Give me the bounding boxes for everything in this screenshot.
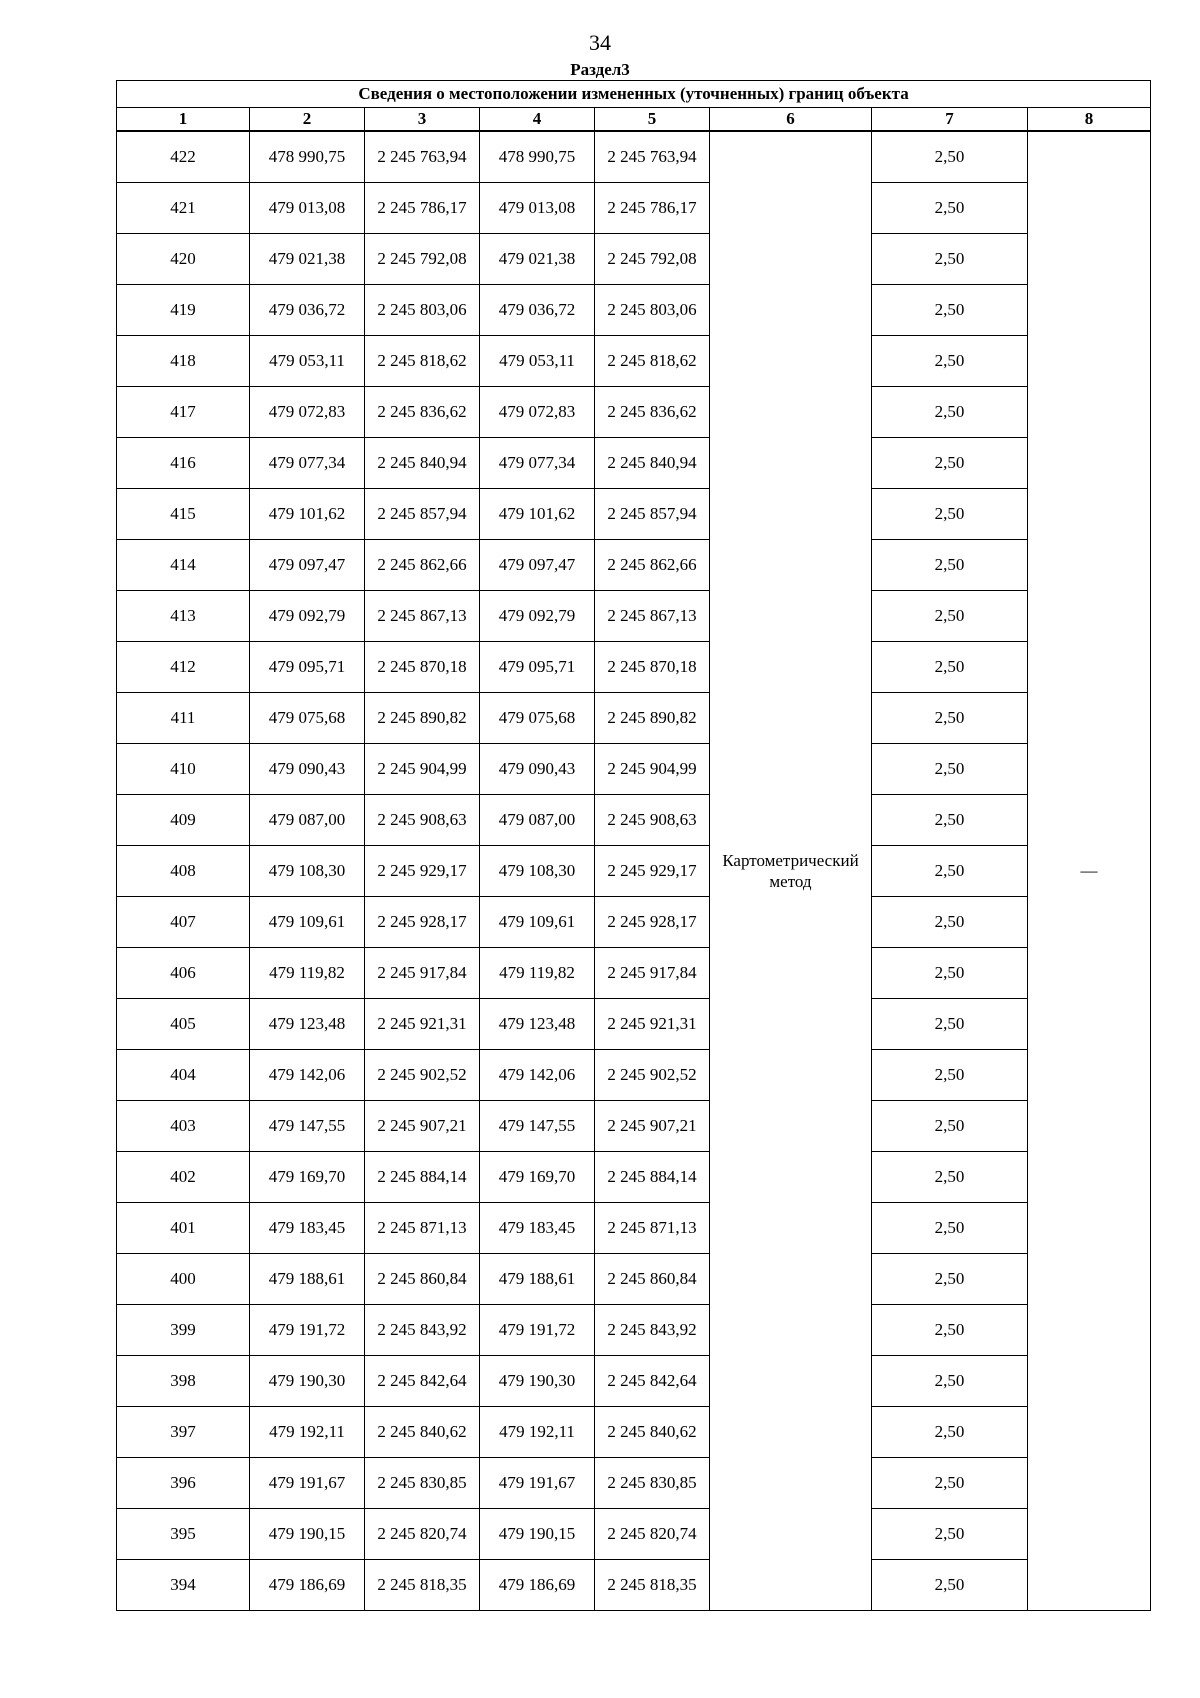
page-number: 34 [589, 30, 611, 55]
y-coordinate-cell: 2 245 908,63 [595, 795, 710, 846]
accuracy-cell: 2,50 [872, 1356, 1028, 1407]
x-coordinate-cell: 479 186,69 [250, 1560, 365, 1611]
point-number-cell: 405 [117, 999, 250, 1050]
x-coordinate-cell: 479 013,08 [480, 183, 595, 234]
x-coordinate-cell: 478 990,75 [250, 131, 365, 183]
y-coordinate-cell: 2 245 843,92 [595, 1305, 710, 1356]
table-row [117, 336, 1151, 387]
x-coordinate-cell: 479 123,48 [480, 999, 595, 1050]
y-coordinate-cell: 2 245 907,21 [595, 1101, 710, 1152]
x-coordinate-cell: 479 169,70 [250, 1152, 365, 1203]
x-coordinate-cell: 479 169,70 [480, 1152, 595, 1203]
x-coordinate-cell: 479 075,68 [480, 693, 595, 744]
x-coordinate-cell: 479 090,43 [250, 744, 365, 795]
x-coordinate-cell: 479 075,68 [250, 693, 365, 744]
y-coordinate-cell: 2 245 842,64 [595, 1356, 710, 1407]
y-coordinate-cell: 2 245 763,94 [595, 131, 710, 183]
table-row [117, 1152, 1151, 1203]
point-number-cell: 422 [117, 131, 250, 183]
x-coordinate-cell: 479 053,11 [250, 336, 365, 387]
method-cell: Картометрический метод [710, 131, 872, 1611]
accuracy-cell: 2,50 [872, 183, 1028, 234]
point-number-cell: 414 [117, 540, 250, 591]
y-coordinate-cell: 2 245 857,94 [365, 489, 480, 540]
accuracy-cell: 2,50 [872, 387, 1028, 438]
accuracy-cell: 2,50 [872, 1458, 1028, 1509]
point-number-cell: 394 [117, 1560, 250, 1611]
y-coordinate-cell: 2 245 857,94 [595, 489, 710, 540]
point-number-cell: 408 [117, 846, 250, 897]
x-coordinate-cell: 479 095,71 [480, 642, 595, 693]
y-coordinate-cell: 2 245 840,94 [365, 438, 480, 489]
y-coordinate-cell: 2 245 921,31 [365, 999, 480, 1050]
accuracy-cell: 2,50 [872, 693, 1028, 744]
point-number-cell: 395 [117, 1509, 250, 1560]
y-coordinate-cell: 2 245 763,94 [365, 131, 480, 183]
table-row [117, 897, 1151, 948]
table-row [117, 642, 1151, 693]
table-row [117, 1203, 1151, 1254]
x-coordinate-cell: 479 072,83 [480, 387, 595, 438]
accuracy-cell: 2,50 [872, 642, 1028, 693]
y-coordinate-cell: 2 245 902,52 [365, 1050, 480, 1101]
point-number-cell: 398 [117, 1356, 250, 1407]
x-coordinate-cell: 479 077,34 [250, 438, 365, 489]
point-number-cell: 415 [117, 489, 250, 540]
x-coordinate-cell: 479 101,62 [480, 489, 595, 540]
x-coordinate-cell: 479 191,67 [250, 1458, 365, 1509]
table-row [117, 489, 1151, 540]
point-number-cell: 419 [117, 285, 250, 336]
column-number: 6 [710, 108, 872, 132]
accuracy-cell: 2,50 [872, 1509, 1028, 1560]
y-coordinate-cell: 2 245 818,62 [595, 336, 710, 387]
x-coordinate-cell: 479 092,79 [480, 591, 595, 642]
x-coordinate-cell: 479 188,61 [250, 1254, 365, 1305]
table-row [117, 1407, 1151, 1458]
table-row [117, 234, 1151, 285]
point-number-cell: 406 [117, 948, 250, 999]
table-row [117, 183, 1151, 234]
y-coordinate-cell: 2 245 908,63 [365, 795, 480, 846]
y-coordinate-cell: 2 245 860,84 [595, 1254, 710, 1305]
x-coordinate-cell: 479 087,00 [250, 795, 365, 846]
y-coordinate-cell: 2 245 840,62 [595, 1407, 710, 1458]
column8-cell: — [1028, 131, 1151, 1611]
y-coordinate-cell: 2 245 818,35 [365, 1560, 480, 1611]
y-coordinate-cell: 2 245 867,13 [595, 591, 710, 642]
y-coordinate-cell: 2 245 843,92 [365, 1305, 480, 1356]
y-coordinate-cell: 2 245 917,84 [595, 948, 710, 999]
y-coordinate-cell: 2 245 870,18 [365, 642, 480, 693]
accuracy-cell: 2,50 [872, 795, 1028, 846]
x-coordinate-cell: 479 021,38 [480, 234, 595, 285]
y-coordinate-cell: 2 245 928,17 [595, 897, 710, 948]
x-coordinate-cell: 479 087,00 [480, 795, 595, 846]
x-coordinate-cell: 479 190,30 [250, 1356, 365, 1407]
x-coordinate-cell: 479 123,48 [250, 999, 365, 1050]
y-coordinate-cell: 2 245 860,84 [365, 1254, 480, 1305]
x-coordinate-cell: 478 990,75 [480, 131, 595, 183]
point-number-cell: 412 [117, 642, 250, 693]
table-row [117, 1356, 1151, 1407]
y-coordinate-cell: 2 245 904,99 [365, 744, 480, 795]
x-coordinate-cell: 479 036,72 [480, 285, 595, 336]
point-number-cell: 421 [117, 183, 250, 234]
x-coordinate-cell: 479 147,55 [480, 1101, 595, 1152]
y-coordinate-cell: 2 245 836,62 [595, 387, 710, 438]
point-number-cell: 403 [117, 1101, 250, 1152]
table-row [117, 1509, 1151, 1560]
y-coordinate-cell: 2 245 836,62 [365, 387, 480, 438]
accuracy-cell: 2,50 [872, 948, 1028, 999]
table-row [117, 693, 1151, 744]
x-coordinate-cell: 479 109,61 [480, 897, 595, 948]
table-row [117, 591, 1151, 642]
accuracy-cell: 2,50 [872, 540, 1028, 591]
point-number-cell: 413 [117, 591, 250, 642]
table-row [117, 285, 1151, 336]
accuracy-cell: 2,50 [872, 846, 1028, 897]
x-coordinate-cell: 479 142,06 [250, 1050, 365, 1101]
accuracy-cell: 2,50 [872, 744, 1028, 795]
table-row [117, 1560, 1151, 1611]
y-coordinate-cell: 2 245 803,06 [365, 285, 480, 336]
column-number: 3 [365, 108, 480, 132]
y-coordinate-cell: 2 245 907,21 [365, 1101, 480, 1152]
x-coordinate-cell: 479 119,82 [480, 948, 595, 999]
point-number-cell: 399 [117, 1305, 250, 1356]
y-coordinate-cell: 2 245 818,35 [595, 1560, 710, 1611]
table-row [117, 387, 1151, 438]
y-coordinate-cell: 2 245 890,82 [595, 693, 710, 744]
y-coordinate-cell: 2 245 928,17 [365, 897, 480, 948]
accuracy-cell: 2,50 [872, 336, 1028, 387]
table-caption: Сведения о местоположении измененных (уточненных) границ объекта [117, 81, 1151, 108]
y-coordinate-cell: 2 245 884,14 [595, 1152, 710, 1203]
x-coordinate-cell: 479 191,67 [480, 1458, 595, 1509]
y-coordinate-cell: 2 245 792,08 [595, 234, 710, 285]
point-number-cell: 396 [117, 1458, 250, 1509]
x-coordinate-cell: 479 072,83 [250, 387, 365, 438]
table-row [117, 948, 1151, 999]
point-number-cell: 409 [117, 795, 250, 846]
point-number-cell: 397 [117, 1407, 250, 1458]
x-coordinate-cell: 479 097,47 [250, 540, 365, 591]
x-coordinate-cell: 479 183,45 [480, 1203, 595, 1254]
accuracy-cell: 2,50 [872, 285, 1028, 336]
x-coordinate-cell: 479 192,11 [250, 1407, 365, 1458]
y-coordinate-cell: 2 245 862,66 [365, 540, 480, 591]
x-coordinate-cell: 479 109,61 [250, 897, 365, 948]
y-coordinate-cell: 2 245 820,74 [365, 1509, 480, 1560]
y-coordinate-cell: 2 245 830,85 [595, 1458, 710, 1509]
table-caption-row [117, 81, 1151, 108]
accuracy-cell: 2,50 [872, 489, 1028, 540]
y-coordinate-cell: 2 245 818,62 [365, 336, 480, 387]
point-number-cell: 407 [117, 897, 250, 948]
y-coordinate-cell: 2 245 890,82 [365, 693, 480, 744]
x-coordinate-cell: 479 021,38 [250, 234, 365, 285]
table-row [117, 744, 1151, 795]
x-coordinate-cell: 479 013,08 [250, 183, 365, 234]
y-coordinate-cell: 2 245 921,31 [595, 999, 710, 1050]
x-coordinate-cell: 479 190,15 [250, 1509, 365, 1560]
y-coordinate-cell: 2 245 929,17 [365, 846, 480, 897]
accuracy-cell: 2,50 [872, 1305, 1028, 1356]
table-row [117, 1254, 1151, 1305]
y-coordinate-cell: 2 245 840,62 [365, 1407, 480, 1458]
accuracy-cell: 2,50 [872, 897, 1028, 948]
table-row [117, 1101, 1151, 1152]
table-row [117, 1305, 1151, 1356]
x-coordinate-cell: 479 090,43 [480, 744, 595, 795]
x-coordinate-cell: 479 191,72 [250, 1305, 365, 1356]
y-coordinate-cell: 2 245 917,84 [365, 948, 480, 999]
table-row [117, 540, 1151, 591]
column-number-row [117, 108, 1151, 132]
y-coordinate-cell: 2 245 842,64 [365, 1356, 480, 1407]
x-coordinate-cell: 479 108,30 [250, 846, 365, 897]
accuracy-cell: 2,50 [872, 1407, 1028, 1458]
accuracy-cell: 2,50 [872, 591, 1028, 642]
accuracy-cell: 2,50 [872, 1560, 1028, 1611]
point-number-cell: 402 [117, 1152, 250, 1203]
x-coordinate-cell: 479 142,06 [480, 1050, 595, 1101]
y-coordinate-cell: 2 245 792,08 [365, 234, 480, 285]
point-number-cell: 420 [117, 234, 250, 285]
point-number-cell: 417 [117, 387, 250, 438]
column-number: 4 [480, 108, 595, 132]
accuracy-cell: 2,50 [872, 1050, 1028, 1101]
y-coordinate-cell: 2 245 870,18 [595, 642, 710, 693]
x-coordinate-cell: 479 053,11 [480, 336, 595, 387]
table-row [117, 131, 1151, 183]
accuracy-cell: 2,50 [872, 999, 1028, 1050]
y-coordinate-cell: 2 245 871,13 [595, 1203, 710, 1254]
x-coordinate-cell: 479 147,55 [250, 1101, 365, 1152]
y-coordinate-cell: 2 245 862,66 [595, 540, 710, 591]
point-number-cell: 410 [117, 744, 250, 795]
column-number: 8 [1028, 108, 1151, 132]
x-coordinate-cell: 479 190,30 [480, 1356, 595, 1407]
y-coordinate-cell: 2 245 904,99 [595, 744, 710, 795]
accuracy-cell: 2,50 [872, 1203, 1028, 1254]
y-coordinate-cell: 2 245 786,17 [595, 183, 710, 234]
accuracy-cell: 2,50 [872, 234, 1028, 285]
x-coordinate-cell: 479 190,15 [480, 1509, 595, 1560]
coordinates-table [116, 80, 1151, 1611]
table-row [117, 438, 1151, 489]
y-coordinate-cell: 2 245 803,06 [595, 285, 710, 336]
x-coordinate-cell: 479 095,71 [250, 642, 365, 693]
table-row [117, 1050, 1151, 1101]
table-row [117, 846, 1151, 897]
accuracy-cell: 2,50 [872, 1101, 1028, 1152]
point-number-cell: 401 [117, 1203, 250, 1254]
y-coordinate-cell: 2 245 786,17 [365, 183, 480, 234]
section-title: Раздел3 [570, 60, 630, 79]
point-number-cell: 416 [117, 438, 250, 489]
x-coordinate-cell: 479 186,69 [480, 1560, 595, 1611]
point-number-cell: 400 [117, 1254, 250, 1305]
y-coordinate-cell: 2 245 840,94 [595, 438, 710, 489]
x-coordinate-cell: 479 108,30 [480, 846, 595, 897]
x-coordinate-cell: 479 188,61 [480, 1254, 595, 1305]
accuracy-cell: 2,50 [872, 1152, 1028, 1203]
y-coordinate-cell: 2 245 820,74 [595, 1509, 710, 1560]
x-coordinate-cell: 479 191,72 [480, 1305, 595, 1356]
point-number-cell: 411 [117, 693, 250, 744]
x-coordinate-cell: 479 077,34 [480, 438, 595, 489]
x-coordinate-cell: 479 092,79 [250, 591, 365, 642]
x-coordinate-cell: 479 192,11 [480, 1407, 595, 1458]
table-row [117, 795, 1151, 846]
column-number: 7 [872, 108, 1028, 132]
accuracy-cell: 2,50 [872, 131, 1028, 183]
point-number-cell: 404 [117, 1050, 250, 1101]
x-coordinate-cell: 479 101,62 [250, 489, 365, 540]
column-number: 1 [117, 108, 250, 132]
y-coordinate-cell: 2 245 902,52 [595, 1050, 710, 1101]
x-coordinate-cell: 479 119,82 [250, 948, 365, 999]
x-coordinate-cell: 479 097,47 [480, 540, 595, 591]
y-coordinate-cell: 2 245 867,13 [365, 591, 480, 642]
y-coordinate-cell: 2 245 830,85 [365, 1458, 480, 1509]
accuracy-cell: 2,50 [872, 1254, 1028, 1305]
column-number: 2 [250, 108, 365, 132]
y-coordinate-cell: 2 245 929,17 [595, 846, 710, 897]
accuracy-cell: 2,50 [872, 438, 1028, 489]
x-coordinate-cell: 479 036,72 [250, 285, 365, 336]
table-row [117, 1458, 1151, 1509]
y-coordinate-cell: 2 245 884,14 [365, 1152, 480, 1203]
point-number-cell: 418 [117, 336, 250, 387]
x-coordinate-cell: 479 183,45 [250, 1203, 365, 1254]
y-coordinate-cell: 2 245 871,13 [365, 1203, 480, 1254]
table-row [117, 999, 1151, 1050]
column-number: 5 [595, 108, 710, 132]
